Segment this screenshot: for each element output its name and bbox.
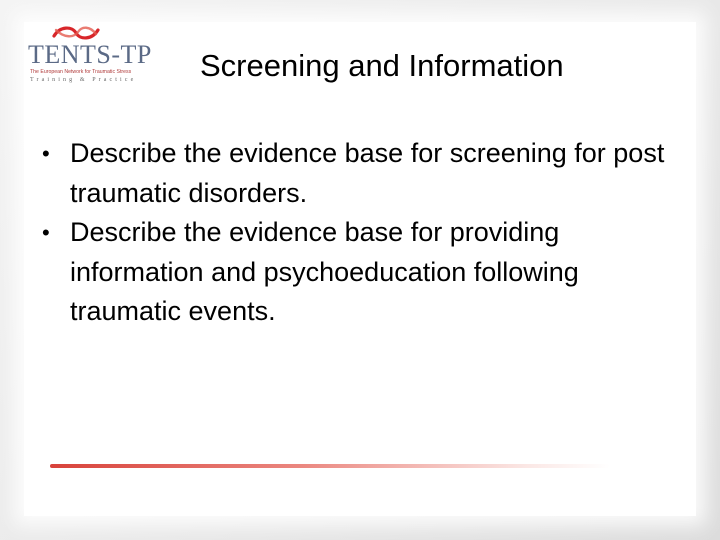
logo-tagline: The European Network for Traumatic Stress (30, 69, 132, 75)
bullet-item (38, 134, 688, 213)
bullet-item (38, 213, 688, 332)
footer-divider (50, 464, 610, 468)
logo-wordmark: TENTS-TP (28, 40, 152, 69)
bullet-icon: • (42, 220, 50, 245)
logo-subline: Training & Practice (30, 77, 137, 83)
slide-title: Screening and Information (200, 48, 564, 83)
tents-tp-logo (28, 24, 150, 86)
bullet-text: Describe the evidence base for screening for post traumatic disorders. (70, 138, 665, 208)
bullet-list (38, 134, 688, 332)
bullet-icon: • (42, 141, 50, 166)
bullet-text: Describe the evidence base for providing information and psychoeducation following traumatic events. (70, 217, 579, 326)
